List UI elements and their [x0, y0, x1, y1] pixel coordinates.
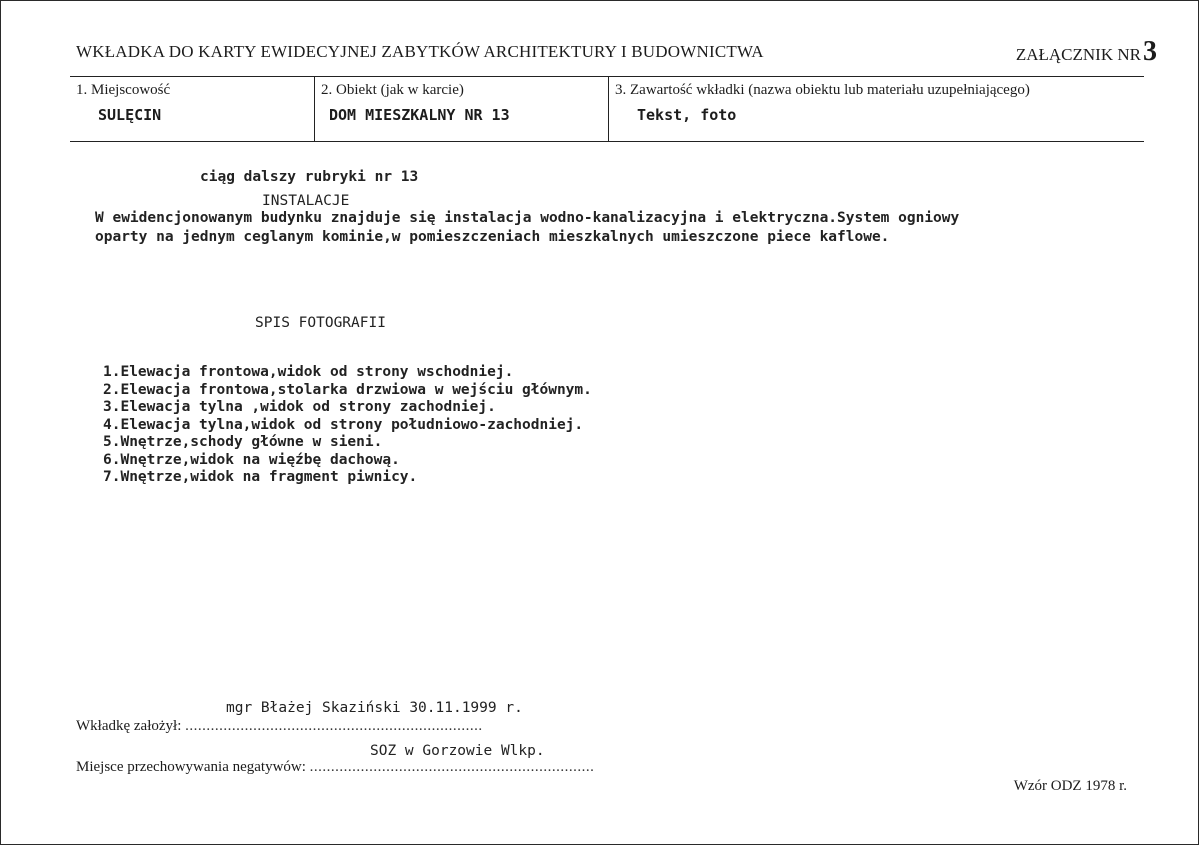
list-item: 2.Elewacja frontowa,stolarka drzwiowa w wejściu głównym.	[103, 381, 592, 398]
document-title: WKŁADKA DO KARTY EWIDECYJNEJ ZABYTKÓW ARCHITEKTURY I BUDOWNICTWA	[76, 42, 764, 61]
contents-value: Tekst, foto	[637, 106, 737, 124]
annex-text: ZAŁĄCZNIK NR	[1015, 45, 1141, 64]
author-label: Wkładkę założył:	[76, 718, 182, 734]
author-line	[76, 718, 483, 735]
object-label: 2. Obiekt (jak w karcie)	[321, 82, 464, 98]
author-dots: ......................................................................	[185, 718, 483, 734]
contents-cell	[608, 77, 1145, 141]
paragraph-line-2: oparty na jednym ceglanym kominie,w pomieszczeniach mieszkalnych umieszczone piece kaflowe.	[95, 229, 890, 245]
paragraph-line-1: W ewidencjonowanym budynku znajduje się instalacja wodno-kanalizacyjna i elektryczna.System ogniowy	[95, 210, 960, 226]
locality-value: SULĘCIN	[98, 106, 162, 124]
list-item: 5.Wnętrze,schody główne w sieni.	[103, 434, 383, 450]
photos-title: SPIS FOTOGRAFII	[255, 315, 386, 331]
section-title: INSTALACJE	[262, 193, 350, 209]
negatives-value: SOZ w Gorzowie Wlkp.	[370, 743, 545, 759]
header-fields-table	[70, 76, 1144, 142]
negatives-label: Miejsce przechowywania negatywów:	[76, 759, 306, 775]
template-note: Wzór ODZ 1978 r.	[1013, 778, 1127, 794]
list-item: 1.Elewacja frontowa,widok od strony wschodniej.	[103, 364, 514, 380]
photos-list	[103, 364, 592, 487]
list-item: 7.Wnętrze,widok na fragment piwnicy.	[103, 469, 418, 485]
object-value: DOM MIESZKALNY NR 13	[329, 106, 510, 124]
contents-label: 3. Zawartość wkładki (nazwa obiektu lub materiału uzupełniającego)	[615, 82, 1030, 98]
author-value: mgr Błażej Skaziński 30.11.1999 r.	[226, 700, 523, 716]
annex-label	[1016, 38, 1157, 66]
negatives-line	[76, 759, 594, 776]
list-item: 6.Wnętrze,widok na więźbę dachową.	[103, 451, 400, 468]
list-item: 4.Elewacja tylna,widok od strony południowo-zachodniej.	[103, 416, 584, 433]
continuation-note: ciąg dalszy rubryki nr 13	[200, 169, 419, 185]
list-item: 3.Elewacja tylna ,widok od strony zachodniej.	[103, 399, 496, 415]
locality-cell	[70, 77, 314, 141]
annex-number: 3	[1143, 36, 1157, 67]
negatives-dots: ...................................................................	[309, 759, 595, 775]
object-cell	[314, 77, 609, 141]
locality-label: 1. Miejscowość	[76, 82, 171, 98]
